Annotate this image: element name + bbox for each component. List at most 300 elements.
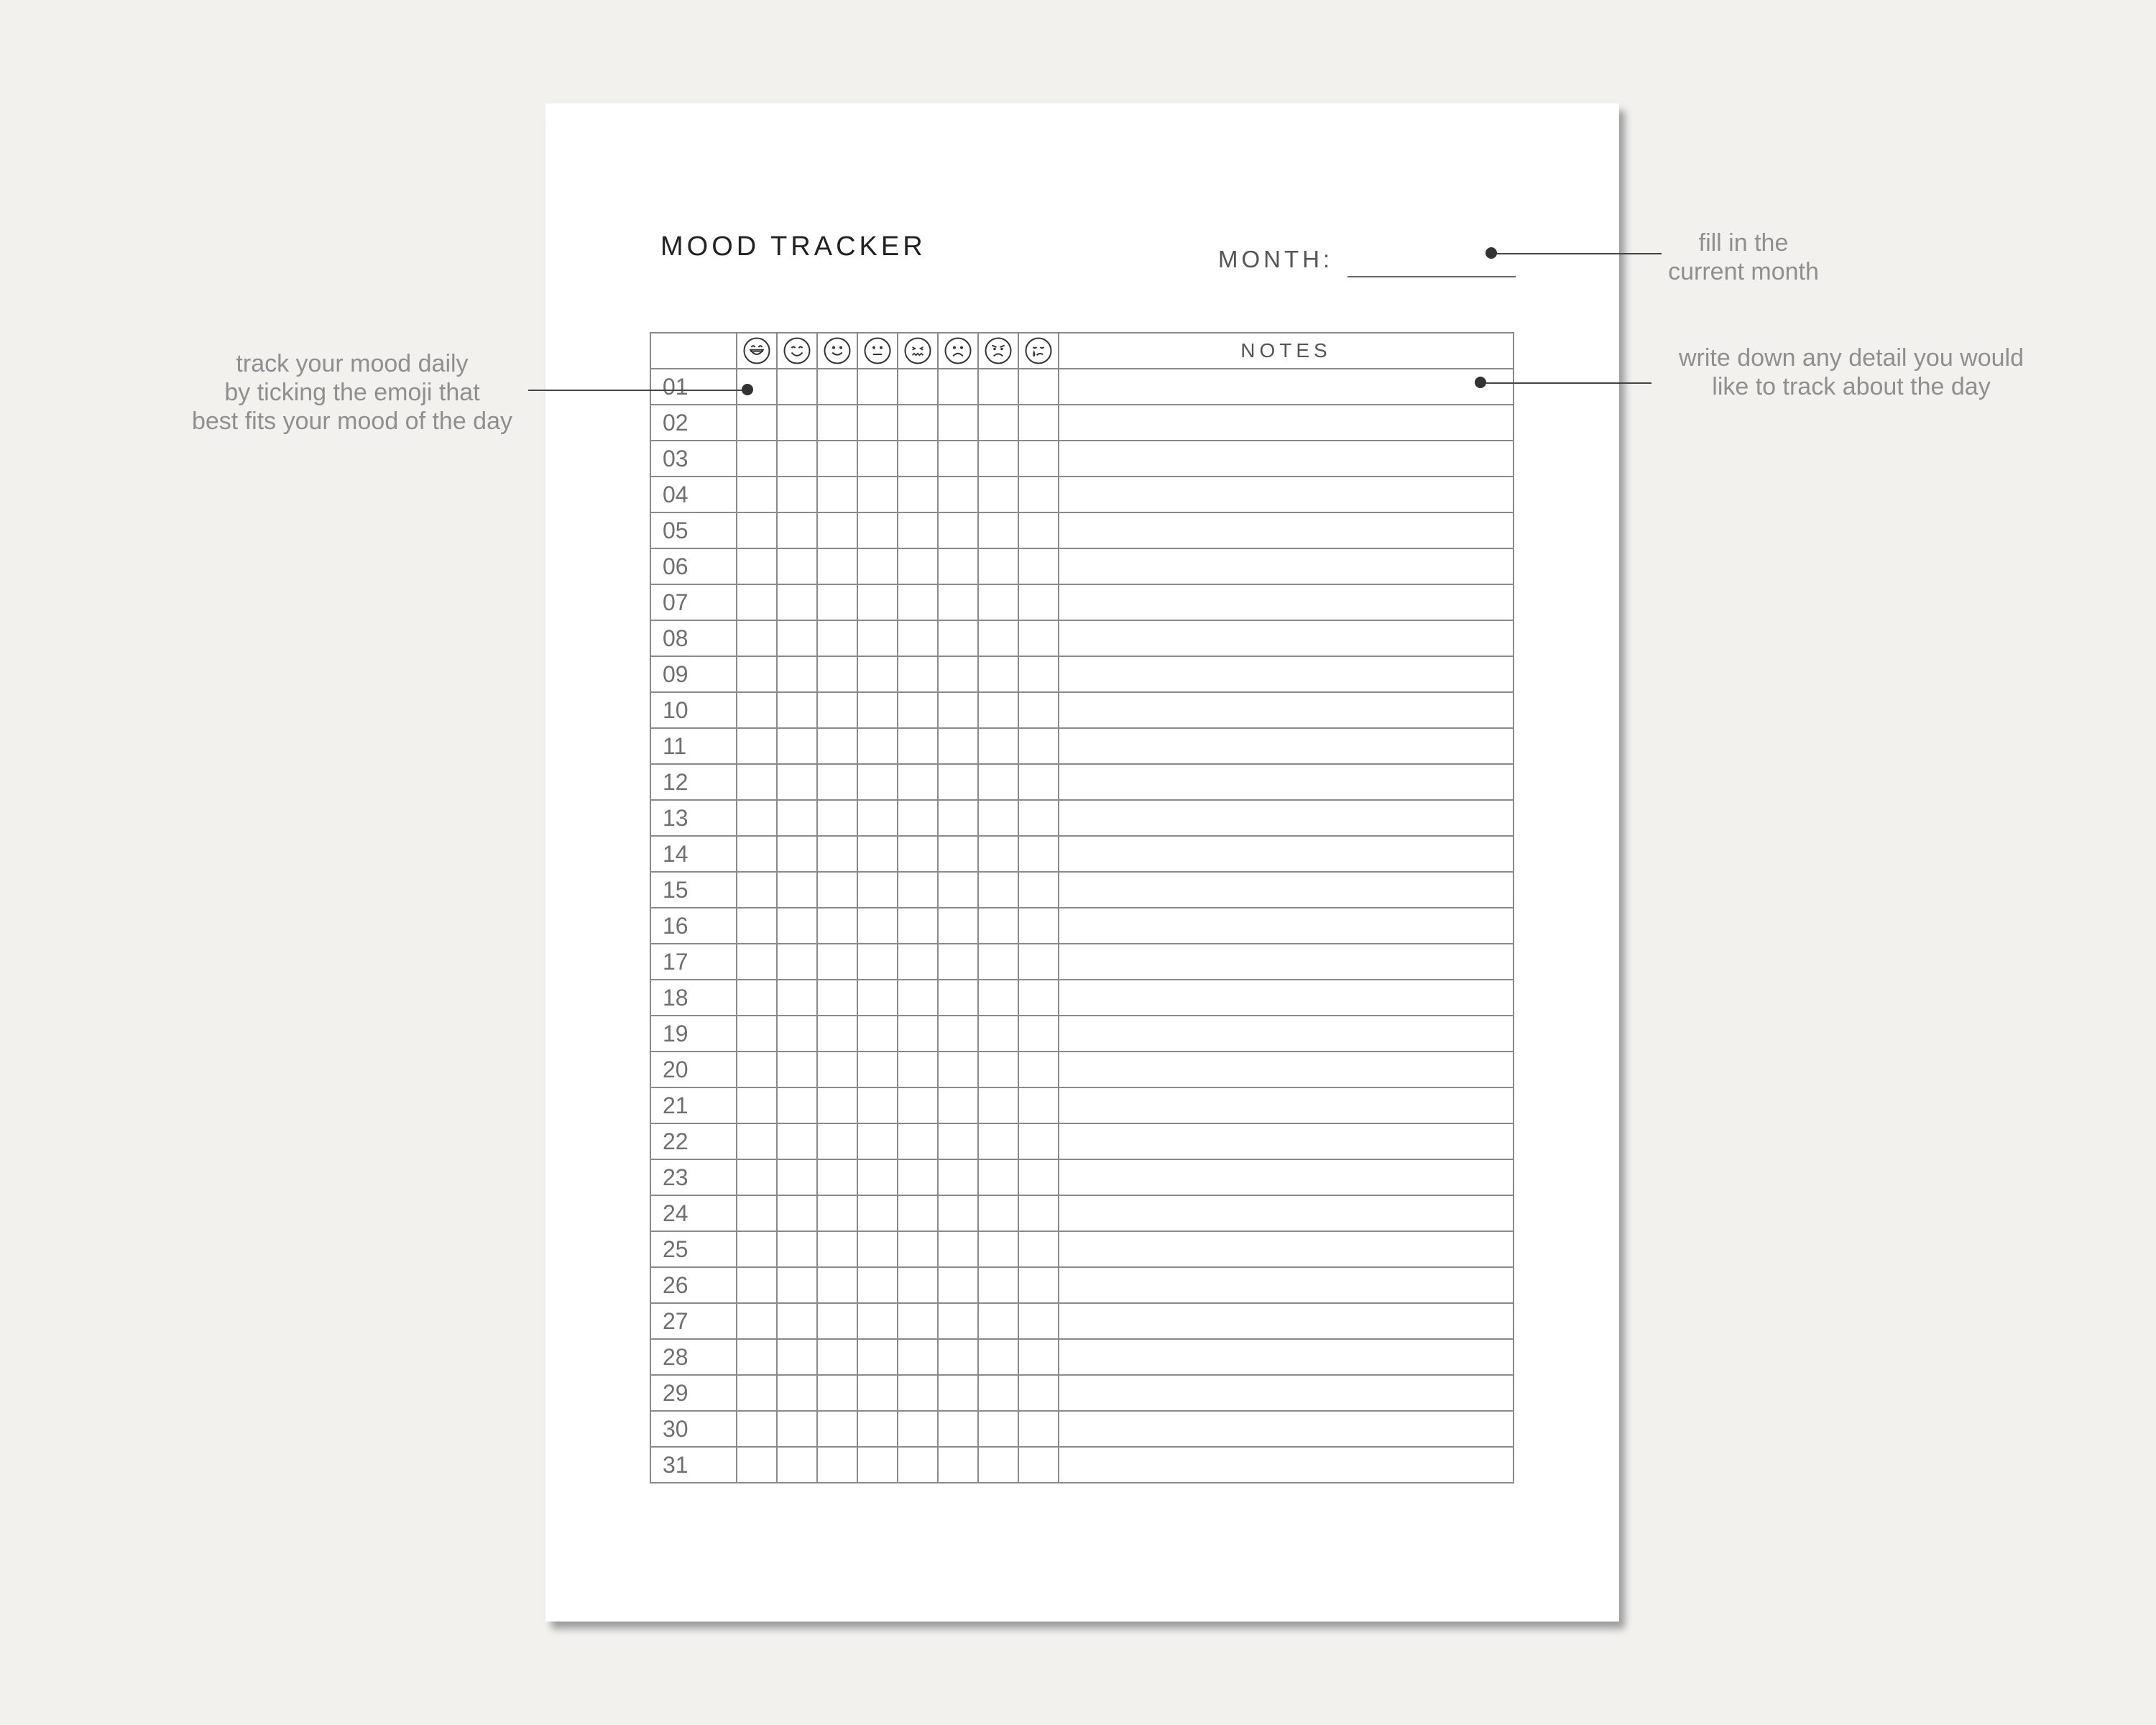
mood-checkbox-cell[interactable] xyxy=(978,1231,1018,1267)
mood-checkbox-cell[interactable] xyxy=(737,836,777,872)
notes-cell[interactable] xyxy=(1059,620,1514,656)
mood-checkbox-cell[interactable] xyxy=(737,1411,777,1447)
mood-checkbox-cell[interactable] xyxy=(857,441,898,477)
mood-checkbox-cell[interactable] xyxy=(1018,908,1059,944)
notes-cell[interactable] xyxy=(1059,1052,1514,1087)
mood-checkbox-cell[interactable] xyxy=(817,800,857,836)
mood-checkbox-cell[interactable] xyxy=(898,944,938,980)
notes-cell[interactable] xyxy=(1059,1339,1514,1375)
mood-checkbox-cell[interactable] xyxy=(817,620,857,656)
mood-checkbox-cell[interactable] xyxy=(938,620,978,656)
mood-checkbox-cell[interactable] xyxy=(978,1159,1018,1195)
day-header-cell xyxy=(650,333,737,369)
mood-checkbox-cell[interactable] xyxy=(978,800,1018,836)
mood-checkbox-cell[interactable] xyxy=(1018,620,1059,656)
mood-checkbox-cell[interactable] xyxy=(737,1195,777,1231)
mood-checkbox-cell[interactable] xyxy=(817,1123,857,1159)
mood-checkbox-cell[interactable] xyxy=(978,1339,1018,1375)
mood-checkbox-cell[interactable] xyxy=(817,656,857,692)
mood-checkbox-cell[interactable] xyxy=(898,728,938,764)
mood-checkbox-cell[interactable] xyxy=(737,1087,777,1123)
notes-cell[interactable] xyxy=(1059,1016,1514,1052)
mood-checkbox-cell[interactable] xyxy=(938,548,978,584)
mood-checkbox-cell[interactable] xyxy=(857,692,898,728)
day-number: 13 xyxy=(650,800,737,836)
mood-checkbox-cell[interactable] xyxy=(978,512,1018,548)
mood-checkbox-cell[interactable] xyxy=(898,1411,938,1447)
mood-checkbox-cell[interactable] xyxy=(777,872,817,908)
mood-checkbox-cell[interactable] xyxy=(938,836,978,872)
notes-cell[interactable] xyxy=(1059,548,1514,584)
day-row xyxy=(650,764,1514,800)
mood-checkbox-cell[interactable] xyxy=(737,1231,777,1267)
mood-checkbox-cell[interactable] xyxy=(817,477,857,512)
mood-checkbox-cell[interactable] xyxy=(938,656,978,692)
mood-checkbox-cell[interactable] xyxy=(857,1052,898,1087)
mood-checkbox-cell[interactable] xyxy=(938,764,978,800)
notes-cell[interactable] xyxy=(1059,1123,1514,1159)
mood-checkbox-cell[interactable] xyxy=(898,1123,938,1159)
mood-checkbox-cell[interactable] xyxy=(978,1411,1018,1447)
mood-checkbox-cell[interactable] xyxy=(817,1339,857,1375)
mood-checkbox-cell[interactable] xyxy=(898,441,938,477)
mood-checkbox-cell[interactable] xyxy=(898,908,938,944)
day-number: 24 xyxy=(650,1195,737,1231)
mood-checkbox-cell[interactable] xyxy=(1018,728,1059,764)
mood-checkbox-cell[interactable] xyxy=(817,944,857,980)
mood-checkbox-cell[interactable] xyxy=(777,1447,817,1483)
mood-checkbox-cell[interactable] xyxy=(817,1267,857,1303)
mood-checkbox-cell[interactable] xyxy=(898,980,938,1016)
mood-checkbox-cell[interactable] xyxy=(1018,1195,1059,1231)
mood-checkbox-cell[interactable] xyxy=(898,1375,938,1411)
mood-checkbox-cell[interactable] xyxy=(898,512,938,548)
mood-checkbox-cell[interactable] xyxy=(938,512,978,548)
mood-checkbox-cell[interactable] xyxy=(817,1195,857,1231)
mood-checkbox-cell[interactable] xyxy=(857,620,898,656)
mood-checkbox-cell[interactable] xyxy=(817,584,857,620)
mood-checkbox-cell[interactable] xyxy=(978,836,1018,872)
mood-checkbox-cell[interactable] xyxy=(1018,1052,1059,1087)
mood-checkbox-cell[interactable] xyxy=(737,1267,777,1303)
mood-checkbox-cell[interactable] xyxy=(857,548,898,584)
mood-checkbox-cell[interactable] xyxy=(1018,980,1059,1016)
mood-checkbox-cell[interactable] xyxy=(1018,692,1059,728)
emoji-column-header xyxy=(978,333,1018,369)
mood-checkbox-cell[interactable] xyxy=(857,1231,898,1267)
mood-checkbox-cell[interactable] xyxy=(857,872,898,908)
mood-checkbox-cell[interactable] xyxy=(938,1052,978,1087)
notes-cell[interactable] xyxy=(1059,1159,1514,1195)
mood-checkbox-cell[interactable] xyxy=(978,728,1018,764)
mood-checkbox-cell[interactable] xyxy=(938,692,978,728)
mood-checkbox-cell[interactable] xyxy=(817,872,857,908)
mood-checkbox-cell[interactable] xyxy=(978,908,1018,944)
notes-cell[interactable] xyxy=(1059,1303,1514,1339)
mood-checkbox-cell[interactable] xyxy=(898,1339,938,1375)
mood-checkbox-cell[interactable] xyxy=(1018,836,1059,872)
mood-checkbox-cell[interactable] xyxy=(898,1052,938,1087)
notes-cell[interactable] xyxy=(1059,584,1514,620)
mood-checkbox-cell[interactable] xyxy=(817,548,857,584)
mood-checkbox-cell[interactable] xyxy=(777,1375,817,1411)
month-fill-line[interactable] xyxy=(1348,276,1516,277)
mood-checkbox-cell[interactable] xyxy=(978,1087,1018,1123)
notes-cell[interactable] xyxy=(1059,908,1514,944)
mood-checkbox-cell[interactable] xyxy=(1018,1303,1059,1339)
day-number: 23 xyxy=(650,1159,737,1195)
mood-checkbox-cell[interactable] xyxy=(817,1231,857,1267)
mood-checkbox-cell[interactable] xyxy=(857,980,898,1016)
mood-checkbox-cell[interactable] xyxy=(938,405,978,441)
mood-checkbox-cell[interactable] xyxy=(777,1339,817,1375)
mood-checkbox-cell[interactable] xyxy=(777,1052,817,1087)
mood-checkbox-cell[interactable] xyxy=(978,1123,1018,1159)
notes-cell[interactable] xyxy=(1059,800,1514,836)
mood-checkbox-cell[interactable] xyxy=(857,369,898,405)
day-number: 17 xyxy=(650,944,737,980)
mood-checkbox-cell[interactable] xyxy=(737,1123,777,1159)
mood-checkbox-cell[interactable] xyxy=(978,872,1018,908)
mood-checkbox-cell[interactable] xyxy=(898,656,938,692)
mood-checkbox-cell[interactable] xyxy=(1018,512,1059,548)
mood-checkbox-cell[interactable] xyxy=(978,620,1018,656)
mood-checkbox-cell[interactable] xyxy=(817,512,857,548)
mood-checkbox-cell[interactable] xyxy=(817,764,857,800)
mood-checkbox-cell[interactable] xyxy=(1018,1016,1059,1052)
mood-checkbox-cell[interactable] xyxy=(857,836,898,872)
mood-checkbox-cell[interactable] xyxy=(1018,584,1059,620)
mood-checkbox-cell[interactable] xyxy=(737,980,777,1016)
mood-checkbox-cell[interactable] xyxy=(1018,548,1059,584)
mood-checkbox-cell[interactable] xyxy=(857,656,898,692)
mood-checkbox-cell[interactable] xyxy=(1018,1411,1059,1447)
mood-checkbox-cell[interactable] xyxy=(898,1447,938,1483)
mood-checkbox-cell[interactable] xyxy=(978,441,1018,477)
mood-checkbox-cell[interactable] xyxy=(938,477,978,512)
mood-checkbox-cell[interactable] xyxy=(1018,944,1059,980)
mood-checkbox-cell[interactable] xyxy=(737,944,777,980)
mood-checkbox-cell[interactable] xyxy=(898,477,938,512)
mood-checkbox-cell[interactable] xyxy=(777,836,817,872)
month-annotation-leader xyxy=(1491,253,1662,254)
mood-checkbox-cell[interactable] xyxy=(857,1411,898,1447)
notes-cell[interactable] xyxy=(1059,1411,1514,1447)
day-row xyxy=(650,1267,1514,1303)
mood-checkbox-cell[interactable] xyxy=(898,548,938,584)
mood-checkbox-cell[interactable] xyxy=(777,548,817,584)
mood-checkbox-cell[interactable] xyxy=(898,1087,938,1123)
mood-checkbox-cell[interactable] xyxy=(777,1411,817,1447)
mood-checkbox-cell[interactable] xyxy=(978,764,1018,800)
mood-checkbox-cell[interactable] xyxy=(737,1016,777,1052)
mood-checkbox-cell[interactable] xyxy=(938,1123,978,1159)
annotation-line: current month xyxy=(1668,258,1819,285)
mood-checkbox-cell[interactable] xyxy=(857,477,898,512)
mood-checkbox-cell[interactable] xyxy=(938,800,978,836)
mood-checkbox-cell[interactable] xyxy=(1018,1123,1059,1159)
mood-checkbox-cell[interactable] xyxy=(898,369,938,405)
mood-checkbox-cell[interactable] xyxy=(1018,800,1059,836)
mood-checkbox-cell[interactable] xyxy=(978,1375,1018,1411)
mood-checkbox-cell[interactable] xyxy=(938,1375,978,1411)
mood-checkbox-cell[interactable] xyxy=(1018,1087,1059,1123)
mood-checkbox-cell[interactable] xyxy=(817,405,857,441)
mood-checkbox-cell[interactable] xyxy=(817,369,857,405)
mood-checkbox-cell[interactable] xyxy=(857,584,898,620)
mood-checkbox-cell[interactable] xyxy=(978,1267,1018,1303)
mood-checkbox-cell[interactable] xyxy=(777,620,817,656)
mood-checkbox-cell[interactable] xyxy=(978,584,1018,620)
mood-checkbox-cell[interactable] xyxy=(1018,1447,1059,1483)
mood-checkbox-cell[interactable] xyxy=(777,1087,817,1123)
mood-checkbox-cell[interactable] xyxy=(938,1195,978,1231)
mood-checkbox-cell[interactable] xyxy=(857,728,898,764)
mood-checkbox-cell[interactable] xyxy=(737,656,777,692)
mood-checkbox-cell[interactable] xyxy=(1018,477,1059,512)
notes-header: NOTES xyxy=(1059,333,1514,369)
mood-checkbox-cell[interactable] xyxy=(737,441,777,477)
mood-checkbox-cell[interactable] xyxy=(777,1231,817,1267)
mood-checkbox-cell[interactable] xyxy=(737,800,777,836)
mood-checkbox-cell[interactable] xyxy=(938,1016,978,1052)
mood-checkbox-cell[interactable] xyxy=(777,800,817,836)
mood-checkbox-cell[interactable] xyxy=(938,1411,978,1447)
mood-checkbox-cell[interactable] xyxy=(938,441,978,477)
mood-checkbox-cell[interactable] xyxy=(978,477,1018,512)
mood-checkbox-cell[interactable] xyxy=(938,369,978,405)
mood-checkbox-cell[interactable] xyxy=(817,441,857,477)
mood-checkbox-cell[interactable] xyxy=(1018,1231,1059,1267)
mood-checkbox-cell[interactable] xyxy=(938,1267,978,1303)
mood-checkbox-cell[interactable] xyxy=(857,764,898,800)
mood-checkbox-cell[interactable] xyxy=(737,872,777,908)
mood-checkbox-cell[interactable] xyxy=(898,764,938,800)
mood-checkbox-cell[interactable] xyxy=(737,512,777,548)
mood-checkbox-cell[interactable] xyxy=(1018,405,1059,441)
mood-checkbox-cell[interactable] xyxy=(817,1303,857,1339)
mood-checkbox-cell[interactable] xyxy=(898,405,938,441)
annotation-line: write down any detail you would xyxy=(1678,344,2024,372)
mood-checkbox-cell[interactable] xyxy=(817,980,857,1016)
mood-checkbox-cell[interactable] xyxy=(1018,441,1059,477)
mood-checkbox-cell[interactable] xyxy=(938,944,978,980)
mood-checkbox-cell[interactable] xyxy=(777,1195,817,1231)
mood-checkbox-cell[interactable] xyxy=(938,908,978,944)
mood-checkbox-cell[interactable] xyxy=(737,728,777,764)
mood-checkbox-cell[interactable] xyxy=(857,1159,898,1195)
mood-checkbox-cell[interactable] xyxy=(898,692,938,728)
mood-checkbox-cell[interactable] xyxy=(857,944,898,980)
mood-checkbox-cell[interactable] xyxy=(938,1231,978,1267)
mood-checkbox-cell[interactable] xyxy=(737,908,777,944)
mood-checkbox-cell[interactable] xyxy=(737,692,777,728)
mood-checkbox-cell[interactable] xyxy=(978,656,1018,692)
mood-checkbox-cell[interactable] xyxy=(777,980,817,1016)
mood-checkbox-cell[interactable] xyxy=(817,1447,857,1483)
mood-checkbox-cell[interactable] xyxy=(1018,1267,1059,1303)
mood-checkbox-cell[interactable] xyxy=(777,692,817,728)
mood-checkbox-cell[interactable] xyxy=(938,980,978,1016)
mood-checkbox-cell[interactable] xyxy=(817,1016,857,1052)
mood-checkbox-cell[interactable] xyxy=(857,405,898,441)
mood-checkbox-cell[interactable] xyxy=(777,764,817,800)
mood-checkbox-cell[interactable] xyxy=(737,1375,777,1411)
mood-checkbox-cell[interactable] xyxy=(898,1267,938,1303)
mood-checkbox-cell[interactable] xyxy=(737,584,777,620)
notes-cell[interactable] xyxy=(1059,441,1514,477)
mood-checkbox-cell[interactable] xyxy=(1018,764,1059,800)
mood-checkbox-cell[interactable] xyxy=(777,728,817,764)
mood-checkbox-cell[interactable] xyxy=(777,441,817,477)
notes-cell[interactable] xyxy=(1059,872,1514,908)
mood-checkbox-cell[interactable] xyxy=(978,1195,1018,1231)
notes-cell[interactable] xyxy=(1059,728,1514,764)
mood-checkbox-cell[interactable] xyxy=(857,512,898,548)
mood-checkbox-cell[interactable] xyxy=(938,872,978,908)
mood-checkbox-cell[interactable] xyxy=(938,1087,978,1123)
mood-checkbox-cell[interactable] xyxy=(898,1303,938,1339)
mood-checkbox-cell[interactable] xyxy=(978,369,1018,405)
mood-checkbox-cell[interactable] xyxy=(817,1052,857,1087)
mood-checkbox-cell[interactable] xyxy=(737,1447,777,1483)
day-number: 29 xyxy=(650,1375,737,1411)
mood-checkbox-cell[interactable] xyxy=(978,548,1018,584)
mood-checkbox-cell[interactable] xyxy=(857,1447,898,1483)
mood-checkbox-cell[interactable] xyxy=(978,692,1018,728)
mood-checkbox-cell[interactable] xyxy=(1018,656,1059,692)
mood-checkbox-cell[interactable] xyxy=(898,620,938,656)
mood-checkbox-cell[interactable] xyxy=(737,1159,777,1195)
mood-checkbox-cell[interactable] xyxy=(938,1339,978,1375)
mood-checkbox-cell[interactable] xyxy=(978,944,1018,980)
notes-cell[interactable] xyxy=(1059,1375,1514,1411)
notes-cell[interactable] xyxy=(1059,405,1514,441)
notes-cell[interactable] xyxy=(1059,1447,1514,1483)
mood-checkbox-cell[interactable] xyxy=(857,1016,898,1052)
mood-checkbox-cell[interactable] xyxy=(737,620,777,656)
mood-checkbox-cell[interactable] xyxy=(857,800,898,836)
mood-checkbox-cell[interactable] xyxy=(857,1339,898,1375)
emoji-column-header xyxy=(898,333,938,369)
mood-checkbox-cell[interactable] xyxy=(777,1303,817,1339)
notes-cell[interactable] xyxy=(1059,980,1514,1016)
mood-checkbox-cell[interactable] xyxy=(857,1267,898,1303)
mood-checkbox-cell[interactable] xyxy=(777,1016,817,1052)
mood-checkbox-cell[interactable] xyxy=(1018,369,1059,405)
mood-checkbox-cell[interactable] xyxy=(817,836,857,872)
mood-checkbox-cell[interactable] xyxy=(777,1267,817,1303)
mood-checkbox-cell[interactable] xyxy=(938,1447,978,1483)
notes-cell[interactable] xyxy=(1059,369,1514,405)
mood-checkbox-cell[interactable] xyxy=(817,692,857,728)
notes-annotation-dot xyxy=(1475,377,1486,388)
mood-checkbox-cell[interactable] xyxy=(898,584,938,620)
mood-checkbox-cell[interactable] xyxy=(898,1159,938,1195)
mood-checkbox-cell[interactable] xyxy=(777,369,817,405)
mood-checkbox-cell[interactable] xyxy=(938,1303,978,1339)
mood-checkbox-cell[interactable] xyxy=(777,584,817,620)
mood-checkbox-cell[interactable] xyxy=(978,1303,1018,1339)
mood-checkbox-cell[interactable] xyxy=(978,1016,1018,1052)
day-row xyxy=(650,1231,1514,1267)
day-row xyxy=(650,405,1514,441)
notes-cell[interactable] xyxy=(1059,692,1514,728)
notes-cell[interactable] xyxy=(1059,944,1514,980)
notes-cell[interactable] xyxy=(1059,1087,1514,1123)
mood-checkbox-cell[interactable] xyxy=(817,1375,857,1411)
mood-checkbox-cell[interactable] xyxy=(857,1087,898,1123)
notes-cell[interactable] xyxy=(1059,656,1514,692)
mood-checkbox-cell[interactable] xyxy=(898,1195,938,1231)
mood-checkbox-cell[interactable] xyxy=(737,1052,777,1087)
mood-checkbox-cell[interactable] xyxy=(817,1159,857,1195)
mood-checkbox-cell[interactable] xyxy=(898,800,938,836)
day-row xyxy=(650,1123,1514,1159)
mood-checkbox-cell[interactable] xyxy=(737,1339,777,1375)
day-row xyxy=(650,1052,1514,1087)
mood-checkbox-cell[interactable] xyxy=(1018,1375,1059,1411)
mood-checkbox-cell[interactable] xyxy=(857,1123,898,1159)
mood-checkbox-cell[interactable] xyxy=(898,872,938,908)
mood-checkbox-cell[interactable] xyxy=(978,1052,1018,1087)
mood-checkbox-cell[interactable] xyxy=(857,1195,898,1231)
mood-checkbox-cell[interactable] xyxy=(777,512,817,548)
mood-checkbox-cell[interactable] xyxy=(898,836,938,872)
mood-checkbox-cell[interactable] xyxy=(817,728,857,764)
mood-checkbox-cell[interactable] xyxy=(777,944,817,980)
notes-cell[interactable] xyxy=(1059,1195,1514,1231)
mood-checkbox-cell[interactable] xyxy=(737,1303,777,1339)
mood-checkbox-cell[interactable] xyxy=(737,764,777,800)
mood-checkbox-cell[interactable] xyxy=(898,1016,938,1052)
mood-checkbox-cell[interactable] xyxy=(777,1159,817,1195)
notes-cell[interactable] xyxy=(1059,1267,1514,1303)
mood-checkbox-cell[interactable] xyxy=(978,1447,1018,1483)
mood-checkbox-cell[interactable] xyxy=(1018,1339,1059,1375)
mood-checkbox-cell[interactable] xyxy=(737,405,777,441)
mood-checkbox-cell[interactable] xyxy=(777,908,817,944)
mood-checkbox-cell[interactable] xyxy=(938,728,978,764)
mood-checkbox-cell[interactable] xyxy=(857,908,898,944)
mood-checkbox-cell[interactable] xyxy=(938,1159,978,1195)
notes-cell[interactable] xyxy=(1059,836,1514,872)
mood-checkbox-cell[interactable] xyxy=(737,548,777,584)
mood-checkbox-cell[interactable] xyxy=(777,656,817,692)
mood-checkbox-cell[interactable] xyxy=(1018,1159,1059,1195)
mood-checkbox-cell[interactable] xyxy=(1018,872,1059,908)
day-number: 19 xyxy=(650,1016,737,1052)
mood-checkbox-cell[interactable] xyxy=(737,477,777,512)
mood-checkbox-cell[interactable] xyxy=(777,405,817,441)
mood-checkbox-cell[interactable] xyxy=(938,584,978,620)
notes-cell[interactable] xyxy=(1059,477,1514,512)
mood-checkbox-cell[interactable] xyxy=(777,1123,817,1159)
mood-checkbox-cell[interactable] xyxy=(857,1303,898,1339)
notes-cell[interactable] xyxy=(1059,1231,1514,1267)
mood-checkbox-cell[interactable] xyxy=(978,980,1018,1016)
mood-checkbox-cell[interactable] xyxy=(978,405,1018,441)
notes-cell[interactable] xyxy=(1059,764,1514,800)
mood-checkbox-cell[interactable] xyxy=(898,1231,938,1267)
mood-checkbox-cell[interactable] xyxy=(817,1411,857,1447)
mood-checkbox-cell[interactable] xyxy=(817,1087,857,1123)
mood-checkbox-cell[interactable] xyxy=(777,477,817,512)
notes-cell[interactable] xyxy=(1059,512,1514,548)
day-row xyxy=(650,512,1514,548)
mood-checkbox-cell[interactable] xyxy=(857,1375,898,1411)
mood-checkbox-cell[interactable] xyxy=(817,908,857,944)
